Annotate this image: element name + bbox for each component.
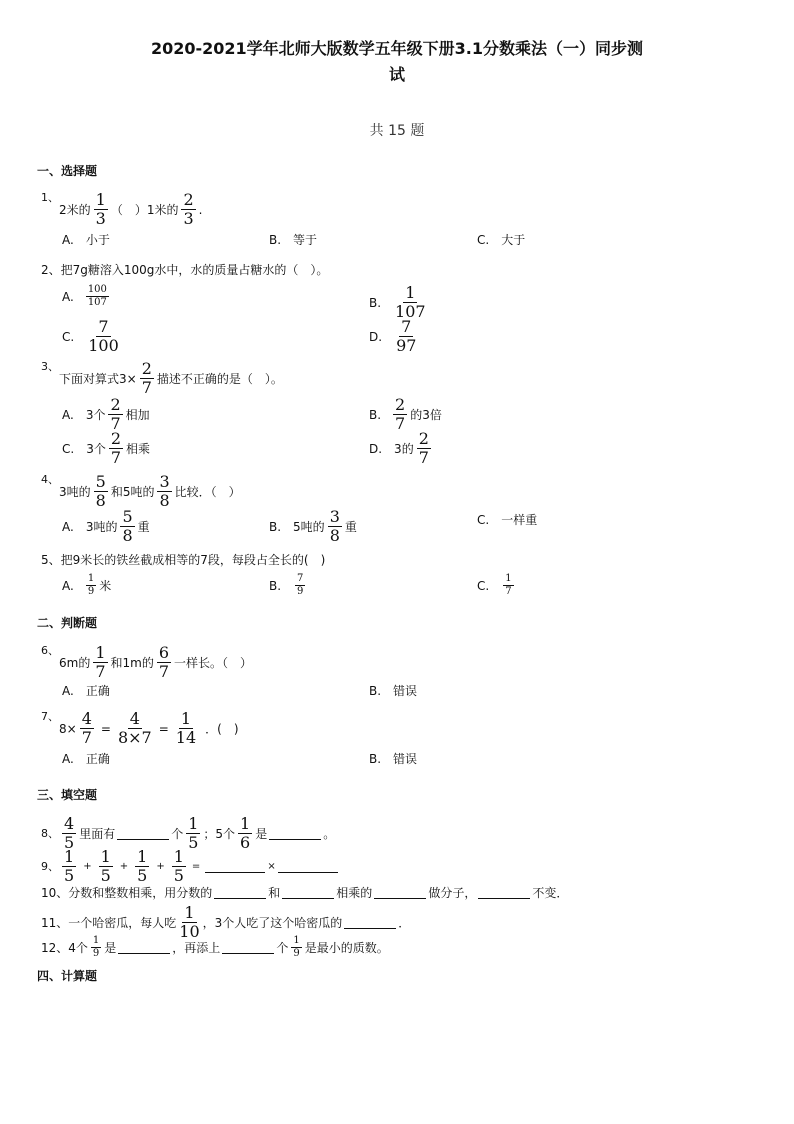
q8-f1-denominator: 5 xyxy=(64,833,75,852)
q8-fraction-1 xyxy=(62,816,76,851)
q5-c-denominator: 7 xyxy=(505,586,512,597)
q10-text-4: 做分子， xyxy=(428,885,477,900)
q6-f1-denominator: 7 xyxy=(95,662,106,681)
question-1 xyxy=(41,192,202,227)
q3-b-fraction xyxy=(393,397,407,432)
q10-blank-4[interactable] xyxy=(478,886,530,899)
q2-d-fraction xyxy=(396,319,416,354)
q2-a-numerator: 100 xyxy=(87,284,107,295)
q3-a-denominator: 7 xyxy=(110,414,121,433)
q2-option-a[interactable] xyxy=(62,285,112,308)
q6-f2-numerator: 6 xyxy=(158,643,170,662)
q8-text-4: 是 xyxy=(255,826,268,841)
q4-option-b[interactable] xyxy=(269,509,357,544)
q12-f1-numerator: 1 xyxy=(92,935,100,946)
q1-f2-denominator: 3 xyxy=(183,209,194,228)
q9-plus-1: + xyxy=(83,860,92,872)
q1-option-c[interactable]: C. 大于 xyxy=(477,233,526,247)
q2-b-numerator: 1 xyxy=(405,283,416,302)
q4-f1-numerator: 5 xyxy=(95,472,106,491)
q3-d-numerator: 2 xyxy=(418,429,429,448)
q3-a-numerator: 2 xyxy=(110,395,121,414)
q1-f1-denominator: 3 xyxy=(95,209,106,228)
q11-text-3: ． xyxy=(398,915,411,930)
q5-a-fraction xyxy=(86,574,96,597)
q1-f2-numerator: 2 xyxy=(183,190,194,209)
q8-text-3: ；5个 xyxy=(203,826,236,841)
q2-d-denominator: 97 xyxy=(396,336,417,355)
q7-equals-2: = xyxy=(158,721,169,736)
q7-fraction-3 xyxy=(176,711,196,746)
q5-b-numerator: 7 xyxy=(297,573,304,584)
q2-b-denominator: 107 xyxy=(395,302,426,321)
q3-fraction xyxy=(140,361,154,396)
q3-denominator: 7 xyxy=(141,378,152,397)
q8-fraction-2 xyxy=(186,816,200,851)
q1-mid: （ ）1米的 xyxy=(110,202,179,217)
q4-a-fraction xyxy=(120,509,134,544)
q4-mid: 和5吨的 xyxy=(110,484,155,499)
q6-option-a[interactable]: A. 正确 xyxy=(62,684,110,698)
q4-a-denominator: 8 xyxy=(122,526,133,545)
q9-plus-3: + xyxy=(156,860,165,872)
q3-option-d[interactable] xyxy=(369,431,434,466)
q6-f2-denominator: 7 xyxy=(158,662,170,681)
q11-numerator: 1 xyxy=(184,903,195,922)
q3-number: 3、 xyxy=(41,360,59,373)
question-2: 2、把7g糖溶入100g水中，水的质量占糖水的（ ）。 xyxy=(41,263,329,277)
q4-f1-denominator: 8 xyxy=(95,491,106,510)
q6-pre: 6m的 xyxy=(59,655,91,670)
doc-title-line1: 2020-2021学年北师大版数学五年级下册3.1分数乘法（一）同步测 xyxy=(150,39,644,58)
q7-f1-denominator: 7 xyxy=(81,728,92,747)
q7-f3-numerator: 1 xyxy=(180,709,192,728)
q3-option-b[interactable] xyxy=(369,397,442,432)
q3-d-fraction xyxy=(417,431,431,466)
q7-option-b[interactable]: B. 错误 xyxy=(369,752,418,766)
q4-fraction-2 xyxy=(157,474,171,509)
q3-a-fraction xyxy=(108,397,122,432)
q8-text-5: 。 xyxy=(323,826,336,841)
q9-fraction-1 xyxy=(62,849,76,884)
q8-fraction-3 xyxy=(238,816,252,851)
doc-title-line2: 试 xyxy=(388,65,405,84)
section-calc-heading: 四、计算题 xyxy=(37,969,98,983)
q7-f2-numerator: 4 xyxy=(129,709,140,728)
question-5: 5、把9米长的铁丝截成相等的7段，每段占全长的( ) xyxy=(41,553,326,567)
q3-c-post: 相乘 xyxy=(126,441,151,456)
q3-c-numerator: 2 xyxy=(110,429,122,448)
q3-b-denominator: 7 xyxy=(395,414,406,433)
q9-blank-2[interactable] xyxy=(278,860,338,873)
q12-f2-denominator: 9 xyxy=(293,948,300,959)
question-6 xyxy=(41,645,252,680)
q9-number: 9、 xyxy=(41,860,59,873)
q5-c-numerator: 1 xyxy=(505,573,512,584)
question-10 xyxy=(41,886,568,899)
section-judge-heading: 二、判断题 xyxy=(37,616,98,630)
q12-fraction-2 xyxy=(291,936,301,959)
q10-text-2: 和 xyxy=(268,885,281,900)
q7-equals-1: = xyxy=(100,721,111,736)
q4-b-pre: B. 5吨的 xyxy=(269,519,325,534)
q11-fraction xyxy=(179,905,199,940)
q2-d-numerator: 7 xyxy=(401,317,412,336)
q4-post: 比较．（ ） xyxy=(174,484,241,499)
q9-f4-denominator: 5 xyxy=(173,866,184,885)
q2-b-label: B. xyxy=(369,295,382,310)
q2-option-b[interactable] xyxy=(369,285,429,320)
q12-blank-2[interactable] xyxy=(222,941,274,954)
question-8 xyxy=(41,816,335,851)
q2-a-fraction xyxy=(86,285,109,308)
q5-a-denominator: 9 xyxy=(87,586,95,597)
q2-c-label: C. xyxy=(62,329,75,344)
q12-text-3: ，再添上 xyxy=(172,940,221,955)
q9-equals: = xyxy=(191,860,201,872)
q8-f2-denominator: 5 xyxy=(188,833,199,852)
q1-pre: 2米的 xyxy=(59,202,91,217)
q6-option-b[interactable]: B. 错误 xyxy=(369,684,418,698)
q4-b-post: 重 xyxy=(344,519,357,534)
q1-fraction-2 xyxy=(181,192,195,227)
q12-text-2: 是 xyxy=(104,940,117,955)
q11-blank[interactable] xyxy=(344,916,396,929)
q4-b-fraction xyxy=(328,509,342,544)
q12-f1-denominator: 9 xyxy=(92,948,100,959)
q9-f2-numerator: 1 xyxy=(100,847,111,866)
q8-text-2: 个 xyxy=(171,826,184,841)
q3-b-pre: B. xyxy=(369,407,382,422)
q1-number: 1、 xyxy=(41,191,59,204)
q6-number: 6、 xyxy=(41,644,59,657)
q1-fraction-1 xyxy=(94,192,108,227)
q12-text-4: 个 xyxy=(276,940,289,955)
question-4 xyxy=(41,474,241,509)
q3-option-a[interactable] xyxy=(62,397,150,432)
q3-numerator: 2 xyxy=(141,359,152,378)
q8-blank-2[interactable] xyxy=(269,827,321,840)
q12-blank-1[interactable] xyxy=(118,941,170,954)
question-7 xyxy=(41,711,239,746)
q1-end: . xyxy=(198,202,203,217)
q9-f4-numerator: 1 xyxy=(173,847,184,866)
q10-blank-3[interactable] xyxy=(374,886,426,899)
question-3 xyxy=(41,361,283,396)
q4-a-numerator: 5 xyxy=(122,507,133,526)
q5-c-label: C. xyxy=(477,578,490,593)
q8-f3-numerator: 1 xyxy=(240,814,251,833)
q9-f2-denominator: 5 xyxy=(100,866,111,885)
q2-a-label: A. xyxy=(62,289,74,304)
q3-c-fraction xyxy=(109,431,123,466)
q9-times: × xyxy=(267,860,276,872)
q6-post: 一样长。（ ） xyxy=(174,655,253,670)
q9-fraction-2 xyxy=(99,849,113,884)
q7-post: ．( ) xyxy=(205,721,239,736)
q8-f3-denominator: 6 xyxy=(240,833,251,852)
q10-blank-2[interactable] xyxy=(282,886,334,899)
q5-option-a[interactable] xyxy=(62,574,111,597)
q11-text-1: 11、一个哈密瓜，每人吃 xyxy=(41,915,177,930)
q3-d-pre: D. 3的 xyxy=(369,441,414,456)
q2-c-denominator: 100 xyxy=(88,336,119,355)
q6-fraction-2 xyxy=(157,645,171,680)
q5-c-fraction xyxy=(503,574,513,597)
q6-fraction-1 xyxy=(93,645,107,680)
q5-b-denominator: 9 xyxy=(297,586,304,597)
q12-text-5: 是最小的质数。 xyxy=(304,940,389,955)
q10-text-1: 10、分数和整数相乘，用分数的 xyxy=(41,885,213,900)
q12-fraction-1 xyxy=(91,936,101,959)
q3-b-numerator: 2 xyxy=(395,395,406,414)
q9-f3-denominator: 5 xyxy=(137,866,148,885)
q3-d-denominator: 7 xyxy=(418,448,429,467)
q7-option-a[interactable]: A. 正确 xyxy=(62,752,110,766)
q5-a-numerator: 1 xyxy=(87,573,95,584)
q8-f2-numerator: 1 xyxy=(188,814,199,833)
section-choice-heading: 一、选择题 xyxy=(37,164,98,178)
q8-f1-numerator: 4 xyxy=(64,814,75,833)
q4-option-a[interactable] xyxy=(62,509,150,544)
question-12 xyxy=(41,936,389,959)
q8-blank-1[interactable] xyxy=(117,827,169,840)
q5-b-label: B. xyxy=(269,578,282,593)
q6-mid: 和1m的 xyxy=(110,655,154,670)
q4-b-numerator: 3 xyxy=(329,507,340,526)
q5-a-label: A. xyxy=(62,578,74,593)
q9-f1-numerator: 1 xyxy=(64,847,75,866)
q9-fraction-3 xyxy=(135,849,149,884)
q5-option-b[interactable] xyxy=(269,574,308,597)
q8-text-1: 里面有 xyxy=(79,826,116,841)
q3-pre: 下面对算式3× xyxy=(59,371,137,386)
section-fill-heading: 三、填空题 xyxy=(37,788,98,802)
q5-b-fraction xyxy=(295,574,305,597)
q7-number: 7、 xyxy=(41,710,59,723)
q3-a-post: 相加 xyxy=(125,407,150,422)
question-9 xyxy=(41,849,340,884)
question-count: 共 15 题 xyxy=(369,123,425,139)
q4-a-post: 重 xyxy=(137,519,150,534)
q4-f2-denominator: 8 xyxy=(159,491,170,510)
q6-f1-numerator: 1 xyxy=(95,643,106,662)
q10-blank-1[interactable] xyxy=(214,886,266,899)
q3-post: 描述不正确的是（ ）。 xyxy=(156,371,283,386)
q10-text-3: 相乘的 xyxy=(336,885,373,900)
q5-a-unit: 米 xyxy=(99,578,112,593)
q2-option-c[interactable] xyxy=(62,319,122,354)
q1-option-b[interactable]: B. 等于 xyxy=(269,233,318,247)
q2-c-numerator: 7 xyxy=(98,317,109,336)
q11-denominator: 10 xyxy=(179,922,200,941)
q2-option-d[interactable] xyxy=(369,319,419,354)
q4-a-pre: A. 3吨的 xyxy=(62,519,118,534)
q3-a-pre: A. 3个 xyxy=(62,407,106,422)
q9-f3-numerator: 1 xyxy=(137,847,148,866)
q2-b-fraction xyxy=(395,285,426,320)
q3-b-post: 的3倍 xyxy=(410,407,442,422)
q2-d-label: D. xyxy=(369,329,383,344)
q5-option-c[interactable] xyxy=(477,574,517,597)
q4-number: 4、 xyxy=(41,473,59,486)
q7-fraction-2 xyxy=(118,711,152,746)
q12-f2-numerator: 1 xyxy=(293,935,300,946)
q1-option-a[interactable]: A. 小于 xyxy=(62,233,110,247)
q9-f1-denominator: 5 xyxy=(64,866,75,885)
q1-f1-numerator: 1 xyxy=(95,190,106,209)
q3-c-pre: C. 3个 xyxy=(62,441,106,456)
q4-pre: 3吨的 xyxy=(59,484,91,499)
q9-plus-2: + xyxy=(119,860,129,872)
q10-text-5: 不变． xyxy=(532,885,569,900)
q8-number: 8、 xyxy=(41,827,59,840)
q9-blank-1[interactable] xyxy=(205,860,265,873)
q2-c-fraction xyxy=(88,319,119,354)
q11-text-2: ，3个人吃了这个哈密瓜的 xyxy=(202,915,343,930)
q3-option-c[interactable] xyxy=(62,431,150,466)
q7-f3-denominator: 14 xyxy=(175,728,197,747)
q4-f2-numerator: 3 xyxy=(159,472,170,491)
q3-c-denominator: 7 xyxy=(110,448,122,467)
q7-f2-denominator: 8×7 xyxy=(117,728,152,747)
q4-fraction-1 xyxy=(94,474,108,509)
q12-text-1: 12、4个 xyxy=(41,940,88,955)
q7-fraction-1 xyxy=(80,711,94,746)
q4-b-denominator: 8 xyxy=(329,526,340,545)
q4-option-c[interactable]: C. 一样重 xyxy=(477,513,538,527)
q7-f1-numerator: 4 xyxy=(81,709,92,728)
q7-pre: 8× xyxy=(59,721,77,736)
q2-a-denominator: 107 xyxy=(87,297,107,308)
q9-fraction-4 xyxy=(172,849,186,884)
